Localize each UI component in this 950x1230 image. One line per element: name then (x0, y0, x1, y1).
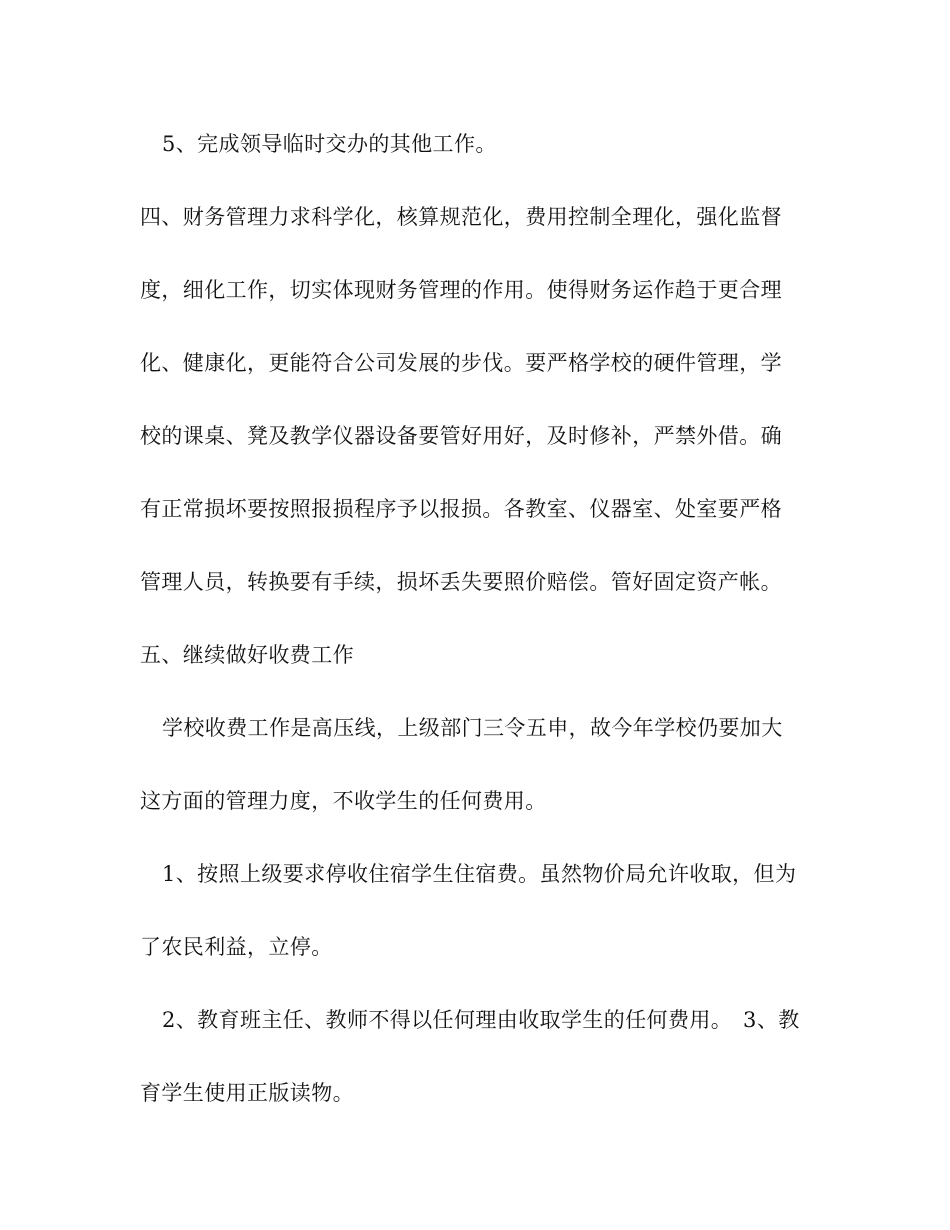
text-line: 四、财务管理力求科学化，核算规范化，费用控制全理化，强化监督 (140, 205, 782, 229)
text-line: 育学生使用正版读物。 (140, 1081, 354, 1105)
text-line: 学校收费工作是高压线，上级部门三令五申，故今年学校仍要加大 (162, 716, 783, 740)
text-line: 1、按照上级要求停收住宿学生住宿费。虽然物价局允许收取，但为 (162, 862, 797, 886)
text-line: 这方面的管理力度，不收学生的任何费用。 (140, 789, 547, 813)
document-body (140, 108, 820, 1130)
text-line: 校的课桌、凳及教学仪器设备要管好用好，及时修补，严禁外借。确 (140, 424, 782, 448)
section-heading: 五、继续做好收费工作 (140, 643, 354, 667)
text-line: 有正常损坏要按照报损程序予以报损。各教室、仪器室、处室要严格 (140, 497, 782, 521)
text-line: 管理人员，转换要有手续，损坏丢失要照价赔偿。管好固定资产帐。 (140, 570, 782, 594)
text-line: 2、教育班主任、教师不得以任何理由收取学生的任何费用。 3、教 (162, 1008, 800, 1032)
text-line: 度，细化工作，切实体现财务管理的作用。使得财务运作趋于更合理 (140, 278, 782, 302)
text-line: 5、完成领导临时交办的其他工作。 (162, 132, 497, 156)
text-line: 了农民利益，立停。 (140, 935, 333, 959)
text-line: 化、健康化，更能符合公司发展的步伐。要严格学校的硬件管理，学 (140, 351, 782, 375)
